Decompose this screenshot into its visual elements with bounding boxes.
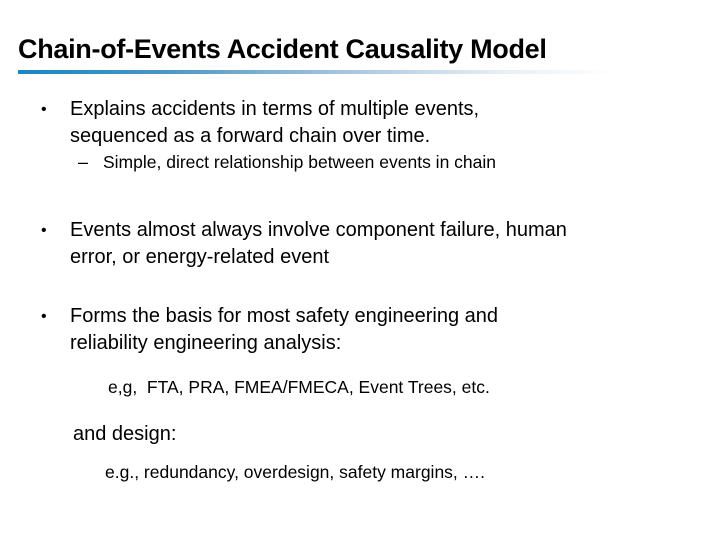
bullet-marker-icon: • xyxy=(41,101,47,118)
dash-marker-icon: – xyxy=(78,152,89,172)
bullet-marker-icon: • xyxy=(41,222,47,239)
bullet-1-line-1: Explains accidents in terms of multiple events, xyxy=(70,98,480,120)
bullet-2-line-2: error, or energy-related event xyxy=(70,246,330,268)
sub-bullet-text: Simple, direct relationship between events in chain xyxy=(103,152,496,172)
design-heading: and design: xyxy=(73,423,177,445)
bullet-1-line-2: sequenced as a forward chain over time. xyxy=(70,125,431,147)
bullet-3-line-2: reliability engineering analysis: xyxy=(70,332,342,354)
slide-title: Chain-of-Events Accident Causality Model xyxy=(18,34,547,64)
bullet-2-line-1: Events almost always involve component failure, human xyxy=(70,219,567,241)
title-underline-gradient xyxy=(18,70,618,74)
bullet-3-line-1: Forms the basis for most safety engineering and xyxy=(70,305,498,327)
design-examples: e.g., redundancy, overdesign, safety margins, …. xyxy=(105,462,486,482)
bullet-marker-icon: • xyxy=(41,308,47,325)
analysis-examples: e,g, FTA, PRA, FMEA/FMECA, Event Trees, etc. xyxy=(108,377,490,397)
